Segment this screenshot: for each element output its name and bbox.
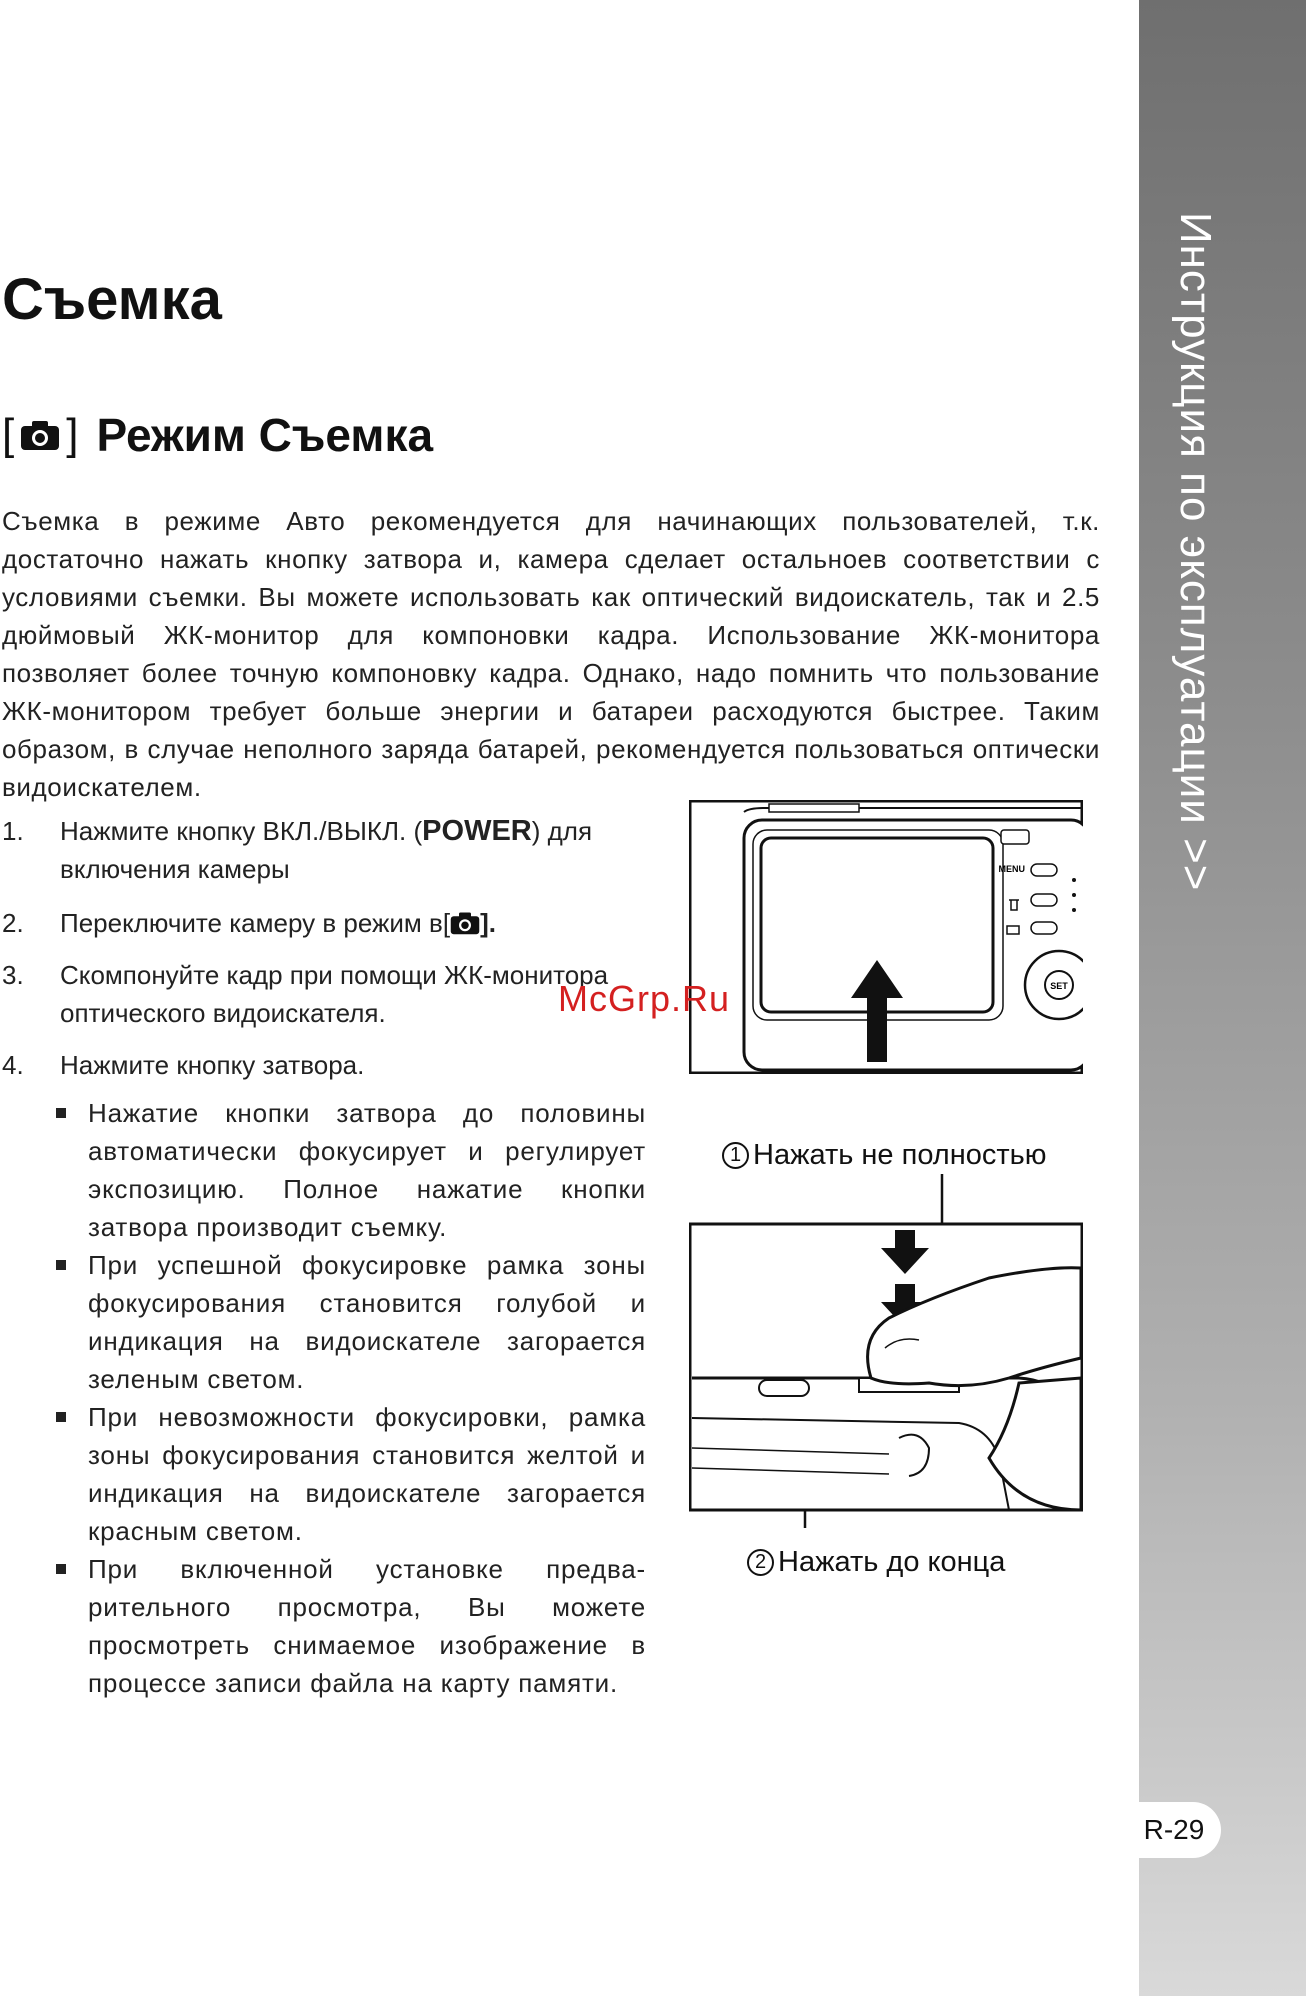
step-item bbox=[0, 812, 660, 888]
menu-label: MENU bbox=[998, 864, 1025, 874]
step-text-pre: Переключите камеру в режим в[ bbox=[60, 908, 451, 938]
step-text: Скомпонуйте кадр при помощи ЖК-монитора оптического видоискателя. bbox=[60, 960, 609, 1028]
camera-back-illustration bbox=[689, 800, 1083, 1079]
bracket-open: [ bbox=[2, 410, 15, 459]
intro-paragraph: Съемка в режиме Авто рекомендуется для начинающих пользователей, т.к. достаточно нажать кнопку затвора и, камера сделает остальноев соответствии с условиями съемки. Вы можете использовать как оптический видоискатель, так и 2.5 дюймовый ЖК-монитор для компоновки кадра. Использование ЖК-монитора позволяет более точную компоновку кадра. Однако, надо помнить что пользование ЖК-монитором требует больше энергии и батареи расходуются быстрее. Таким образом, в случае неполного заряда батарей, рекомендуется пользоваться оптически видоискателем. bbox=[2, 506, 1100, 802]
step-number: 1. bbox=[2, 816, 24, 846]
page-title: Съемка bbox=[2, 267, 222, 332]
bullet-text: При невозможности фокусировки, рамка зоны фокусирования становится желтой и индикация на видоискателе загорается красным светом. bbox=[88, 1402, 646, 1546]
step-number: 4. bbox=[2, 1050, 24, 1080]
step-text bbox=[60, 812, 660, 888]
callout-number: 2 bbox=[747, 1549, 774, 1576]
step-text-post: ) для включения камеры bbox=[60, 816, 593, 884]
sidebar-band bbox=[1139, 0, 1306, 1996]
bullet-square-icon bbox=[56, 1564, 66, 1574]
callout-number: 1 bbox=[722, 1142, 749, 1169]
bullet-list bbox=[56, 1094, 646, 1702]
step-number: 2. bbox=[2, 908, 24, 938]
sidebar-title: Инструкция по эксплуатации >> bbox=[1171, 212, 1220, 892]
bullet-text: При успешной фокусировке рамка зоны фокусирования становится голубой и индикация на видоискателе загорается зеленым светом. bbox=[88, 1250, 646, 1394]
camera-mode-icon bbox=[450, 908, 480, 938]
bracket-close: ] bbox=[66, 410, 79, 459]
step-text bbox=[60, 904, 660, 942]
callout-text: Нажать до конца bbox=[778, 1546, 1006, 1578]
watermark: McGrp.Ru bbox=[558, 978, 731, 1019]
power-label: POWER bbox=[422, 815, 532, 847]
bullet-item bbox=[56, 1550, 646, 1702]
step-text-pre: Нажмите кнопку ВКЛ./ВЫКЛ. ( bbox=[60, 816, 423, 846]
bullet-item bbox=[56, 1094, 646, 1246]
callout-text: Нажать не полностью bbox=[753, 1139, 1047, 1171]
set-label: SET bbox=[1050, 981, 1068, 991]
bullet-square-icon bbox=[56, 1260, 66, 1270]
steps-list bbox=[0, 812, 660, 1702]
bullet-square-icon bbox=[56, 1412, 66, 1422]
camera-icon bbox=[20, 408, 60, 462]
bullet-square-icon bbox=[56, 1108, 66, 1118]
step-item bbox=[0, 1046, 660, 1084]
page-number: R-29 bbox=[1127, 1802, 1221, 1858]
callout-full-press bbox=[747, 1546, 1005, 1579]
step-text: Нажмите кнопку затвора. bbox=[60, 1050, 365, 1080]
step-number: 3. bbox=[2, 960, 24, 990]
section-title: Режим Съемка bbox=[96, 409, 434, 461]
shutter-press-illustration bbox=[689, 1128, 1083, 1533]
bullet-item bbox=[56, 1246, 646, 1398]
step-item bbox=[0, 904, 660, 942]
step-text-post: ]. bbox=[480, 908, 496, 938]
bullet-text: Нажатие кнопки затвора до половины автоматически фокусирует и регулирует экспозицию. Полное нажатие кнопки затвора производит съемку. bbox=[88, 1098, 646, 1242]
bullet-text: При включенной установке предва-рительного просмотра, Вы можете просмотреть снимаемое изображение в процессе записи файла на карту памяти. bbox=[88, 1554, 646, 1698]
bullet-item bbox=[56, 1398, 646, 1550]
callout-half-press bbox=[722, 1139, 1047, 1172]
section-heading bbox=[2, 408, 433, 462]
